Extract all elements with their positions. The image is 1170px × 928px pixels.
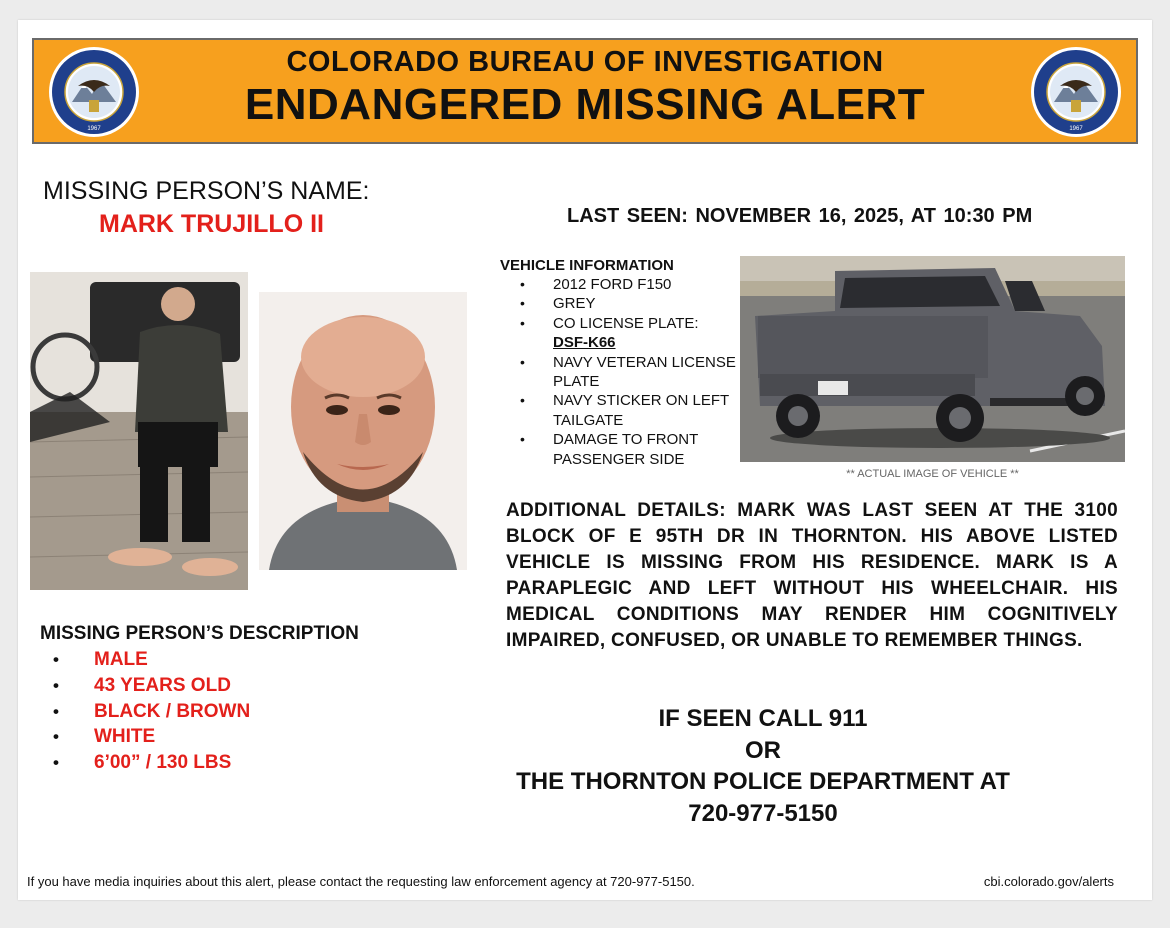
vehicle-info-heading: VEHICLE INFORMATION (500, 257, 674, 274)
person-photo-portrait (259, 292, 467, 570)
call-instructions (458, 703, 1068, 829)
vehicle-info-list (500, 275, 740, 469)
vehicle-photo (740, 256, 1125, 462)
list-item: • 6’00” / 130 LBS (40, 750, 250, 776)
list-item: • WHITE (40, 724, 250, 750)
vehicle-caption: ** ACTUAL IMAGE OF VEHICLE ** (846, 468, 1019, 480)
call-911-line: IF SEEN CALL 911 (658, 705, 868, 732)
list-item: • NAVY VETERAN LICENSE PLATE (500, 353, 740, 392)
police-phone-number: 720-977-5150 (688, 799, 838, 827)
list-item: • 43 YEARS OLD (40, 673, 250, 699)
license-plate-number: DSF-K66 (553, 334, 616, 352)
list-item: • BLACK / BROWN (40, 699, 250, 725)
person-photo-seated (30, 272, 248, 590)
agency-name: COLORADO BUREAU OF INVESTIGATION (286, 46, 884, 78)
alert-banner (32, 38, 1138, 144)
additional-details: ADDITIONAL DETAILS: MARK WAS LAST SEEN AT THE 3100 BLOCK OF E 95TH DR IN THORNTON. HIS ABOVE LISTED VEHICLE IS MISSING FROM HIS RESIDENCE. MARK IS A PARAPLEGIC AND LEFT WITHOUT HIS WHEELCHAIR. HIS MEDICAL CONDITIONS MAY RENDER HIM COGNITIVELY IMPAIRED, CONFUSED, OR UNABLE TO REMEMBER THINGS. (506, 500, 1118, 651)
description-list (40, 647, 250, 776)
seal-year: 1967 (87, 126, 101, 132)
call-or-line: OR (745, 736, 781, 764)
list-item: • GREY (500, 294, 740, 313)
description-heading: MISSING PERSON’S DESCRIPTION (40, 623, 359, 644)
list-item: • MALE (40, 647, 250, 673)
police-department-line: THE THORNTON POLICE DEPARTMENT AT (516, 768, 1010, 795)
media-inquiries-note: If you have media inquiries about this alert, please contact the requesting law enforcement agency at 720-977-5150. (27, 874, 695, 889)
last-seen-date: LAST SEEN: NOVEMBER 16, 2025, AT 10:30 PM (567, 205, 1033, 227)
list-item: • CO LICENSE PLATE: DSF-K66 (500, 314, 740, 353)
list-item: • DAMAGE TO FRONT PASSENGER SIDE (500, 430, 740, 469)
person-name: MARK TRUJILLO II (99, 210, 324, 238)
list-item: • 2012 FORD F150 (500, 275, 740, 294)
alerts-website: cbi.colorado.gov/alerts (983, 874, 1114, 889)
alert-poster (18, 20, 1152, 900)
alert-title: ENDANGERED MISSING ALERT (244, 80, 926, 129)
cbi-seal-icon (1030, 46, 1122, 138)
name-label: MISSING PERSON’S NAME: (43, 177, 370, 205)
list-item: • NAVY STICKER ON LEFT TAILGATE (500, 391, 740, 430)
seal-year: 1967 (1069, 126, 1083, 132)
